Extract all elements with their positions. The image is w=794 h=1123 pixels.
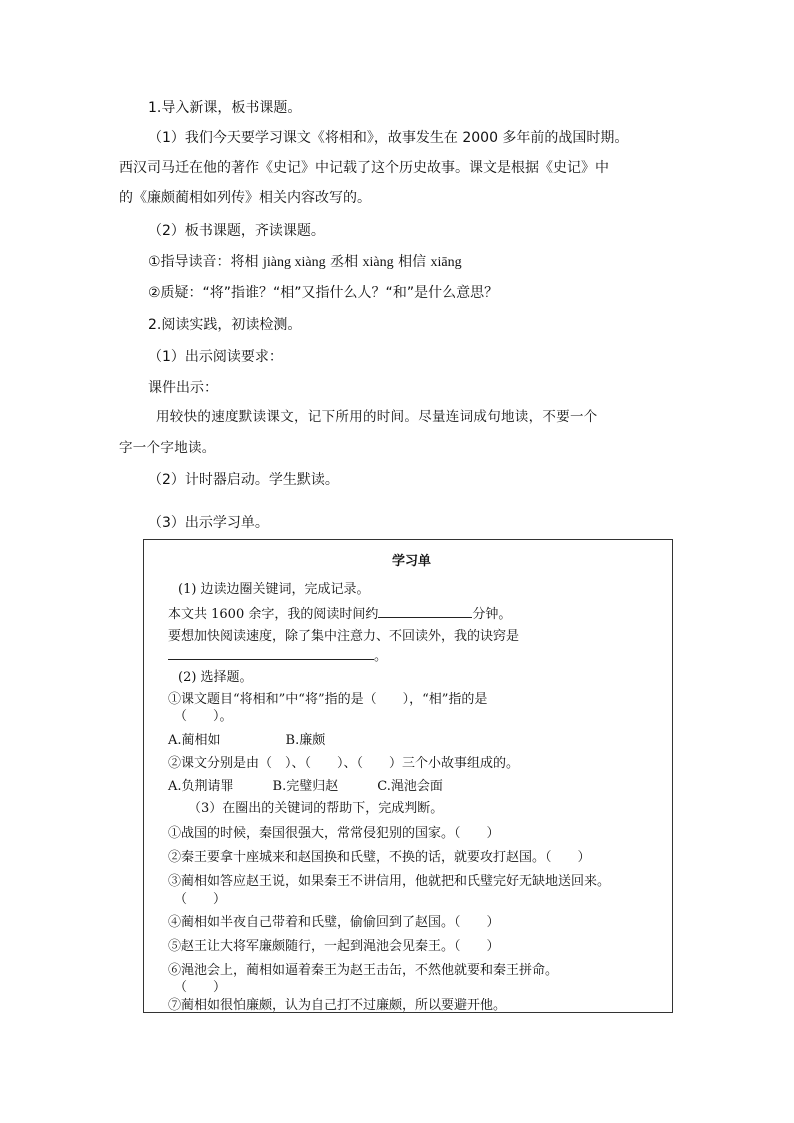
requirement-text-line-1: 用较快的速度默读课文，记下所用的时间。尽量连词成句地读，不要一个	[156, 409, 598, 425]
judgement-6-line-1: ⑥渑池会上，蔺相如逼着秦王为赵王击缶，不然他就要和秦王拼命。	[168, 963, 559, 978]
judgement-6-line-2: （ ）	[174, 980, 227, 995]
tip-blank[interactable]	[168, 645, 374, 660]
question-line: ②质疑：“将”指谁？“相”又指什么人？“和”是什么意思？	[148, 285, 499, 301]
record-suffix: 分钟。	[472, 607, 512, 622]
word-chengxiang: 丞相	[325, 254, 363, 270]
show-worksheet-line: （3）出示学习单。	[148, 515, 269, 531]
choice-1-line-1: ①课文题目“将相和”中“将”指的是（ ），“相”指的是	[168, 692, 488, 707]
worksheet-q1-tip: 要想加快阅读速度，除了集中注意力、不回读外，我的诀窍是	[168, 629, 520, 644]
record-prefix: 本文共 1600 余字，我的阅读时间约	[168, 607, 379, 622]
judgement-1: ①战国的时候，秦国很强大，常常侵犯别的国家。（ ）	[168, 826, 500, 841]
worksheet-box	[143, 539, 673, 1013]
judgement-2: ②秦王要拿十座城来和赵国换和氏璧，不换的话，就要攻打赵国。（ ）	[168, 850, 591, 865]
pinyin-xiang-1: xiāng	[430, 255, 462, 270]
worksheet-q1-tip-blank-line	[168, 645, 387, 667]
worksheet-q1-record	[168, 603, 511, 625]
pinyin-xiang: xiàng	[362, 255, 394, 270]
step-1-heading: 1.导入新课，板书课题。	[148, 100, 302, 116]
choice-2: ②课文分别是由（ ）、（ ）、（ ）三个小故事组成的。	[168, 756, 520, 771]
judgement-3-line-2: （ ）	[174, 892, 227, 907]
worksheet-q3: （3）在圈出的关键词的帮助下，完成判断。	[188, 801, 444, 816]
requirement-text-line-2: 字一个字地读。	[119, 440, 216, 456]
pinyin-jiang-xiang: jiàng xiàng	[263, 255, 326, 270]
pronunciation-label: ①指导读音：将相	[148, 254, 264, 270]
judgement-5: ⑤赵王让大将军廉颇随行，一起到渑池会见秦王。（ ）	[168, 939, 500, 954]
reading-time-blank[interactable]	[378, 603, 472, 618]
step-2-heading: 2.阅读实践，初读检测。	[148, 317, 302, 333]
reading-requirement-label: （1）出示阅读要求：	[148, 349, 283, 365]
step-1-board-title: （2）板书课题，齐读课题。	[148, 223, 325, 239]
word-xiangxin: 相信	[393, 254, 431, 270]
judgement-7: ⑦蔺相如很怕廉颇，认为自己打不过廉颇，所以要避开他。	[168, 998, 507, 1013]
pronunciation-line	[148, 252, 462, 273]
choice-1-line-2: （ ）。	[174, 709, 233, 724]
timer-line: （2）计时器启动。学生默读。	[148, 472, 339, 488]
choice-2-options: A.负荆请罪 B.完璧归赵 C.渑池会面	[168, 779, 443, 794]
worksheet-q1: (1) 边读边圈关键词，完成记录。	[178, 582, 370, 597]
choice-1-options: A.蔺相如 B.廉颇	[168, 733, 326, 748]
step-1-paragraph-line-2: 西汉司马迁在他的著作《史记》中记载了这个历史故事。课文是根据《史记》中	[119, 160, 609, 176]
judgement-3-line-1: ③蔺相如答应赵王说，如果秦王不讲信用，他就把和氏璧完好无缺地送回来。	[168, 874, 611, 889]
judgement-4: ④蔺相如半夜自己带着和氏璧，偷偷回到了赵国。（ ）	[168, 915, 500, 930]
tip-end: 。	[374, 649, 388, 664]
courseware-label: 课件出示：	[148, 380, 218, 396]
step-1-paragraph-line-1: （1）我们今天要学习课文《将相和》，故事发生在 2000 多年前的战国时期。	[148, 130, 629, 146]
worksheet-q2: (2) 选择题。	[178, 670, 253, 685]
step-1-paragraph-line-3: 的《廉颇蔺相如列传》相关内容改写的。	[119, 190, 371, 206]
worksheet-title: 学习单	[392, 554, 432, 569]
